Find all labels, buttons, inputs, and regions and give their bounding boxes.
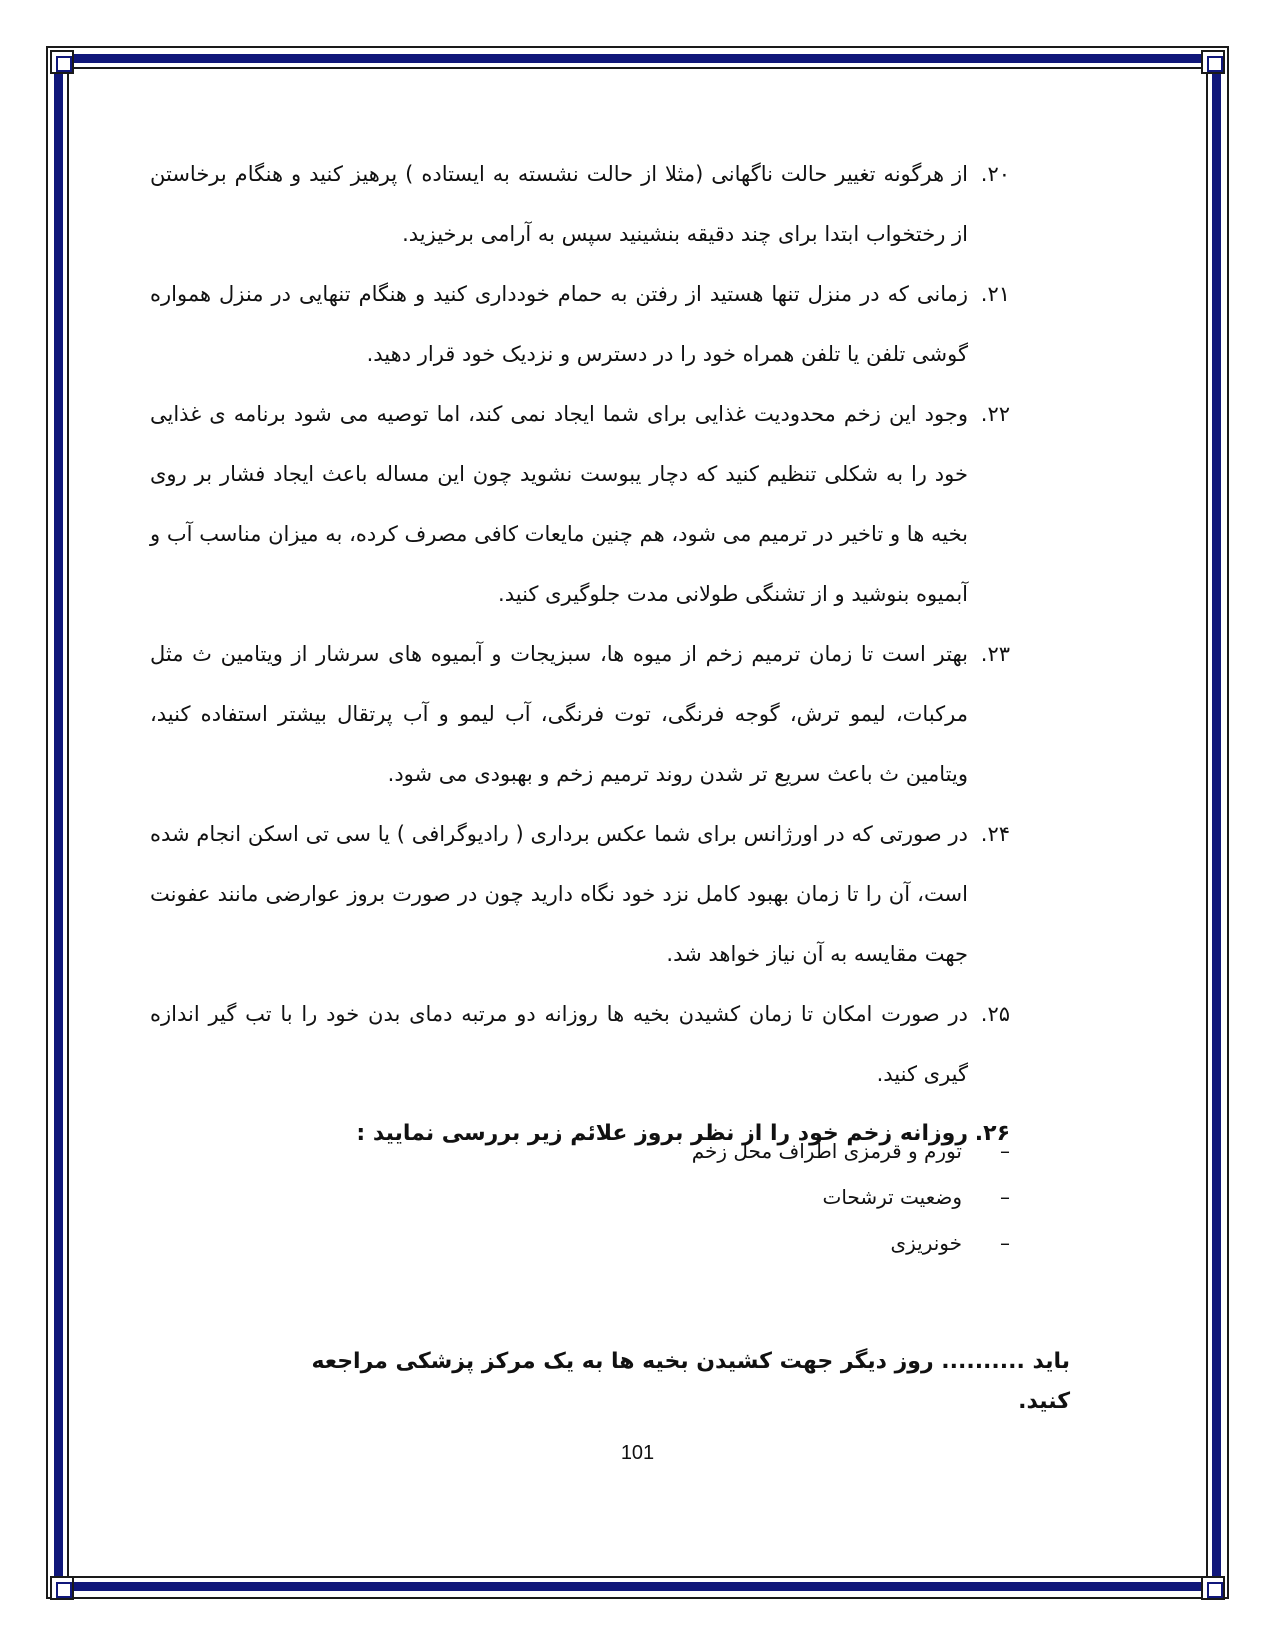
corner-ornament-bottom-left [50, 1576, 74, 1600]
list-item [600, 1128, 1010, 1174]
bullet-dash: – [1000, 1185, 1010, 1209]
bullet-text: خونریزی [890, 1231, 962, 1255]
page-number: 101 [620, 1442, 655, 1464]
bullet-dash: – [1000, 1139, 1010, 1163]
instructions-list [150, 144, 1010, 1164]
item-number: ۲۰. [980, 162, 1010, 186]
item-number: ۲۵. [980, 1002, 1010, 1026]
list-item [600, 1174, 1010, 1220]
bullet-text: تورم و قرمزی اطراف محل زخم [691, 1139, 962, 1163]
item-number: ۲۳. [980, 642, 1010, 666]
item-text: در صورتی که در اورژانس برای شما عکس برداری ( رادیوگرافی ) یا سی تی اسکن انجام شده است، آن را تا زمان بهبود کامل نزد خود نگاه دارید چون در صورت بروز عوارضی مانند عفونت جهت مقایسه به آن نیاز خواهد شد. [150, 822, 968, 966]
item-number: ۲۱. [980, 282, 1010, 306]
item-text: وجود این زخم محدودیت غذایی برای شما ایجاد نمی کند، اما توصیه می شود برنامه ی غذایی خود را به شکلی تنظیم کنید که دچار یبوست نشوید چون این مساله باعث ایجاد فشار بر روی بخیه ها و تاخیر در ترمیم می شود، هم چنین مایعات کافی مصرف کرده، به میزان مناسب آب و آبمیوه بنوشید و از تشنگی طولانی مدت جلوگیری کنید. [150, 402, 968, 606]
list-item [150, 624, 1010, 804]
corner-ornament-top-left [50, 50, 74, 74]
heading-text: روزانه زخم خود را از نظر بروز علائم زیر بررسی نمایید : [356, 1121, 968, 1146]
bullet-text: وضعیت ترشحات [822, 1185, 962, 1209]
heading-number: ۲۶. [974, 1121, 1010, 1146]
list-item [150, 804, 1010, 984]
item-text: از هرگونه تغییر حالت ناگهانی (مثلا از حالت نشسته به ایستاده ) پرهیز کنید و هنگام برخاستن از رختخواب ابتدا برای چند دقیقه بنشینید سپس به آرامی برخیزید. [150, 162, 968, 246]
item-number: ۲۲. [980, 402, 1010, 426]
list-item [600, 1220, 1010, 1266]
corner-ornament-bottom-right [1201, 1576, 1225, 1600]
item-text: زمانی که در منزل تنها هستید از رفتن به حمام خودداری کنید و هنگام تنهایی در منزل همواره گوشی تلفن یا تلفن همراه خود را در دسترس و نزدیک خود قرار دهید. [150, 282, 968, 366]
list-item [150, 384, 1010, 624]
list-item [150, 144, 1010, 264]
list-item [150, 984, 1010, 1104]
list-item [150, 264, 1010, 384]
corner-ornament-top-right [1201, 50, 1225, 74]
item-number: ۲۴. [980, 822, 1010, 846]
suture-removal-note: باید .......... روز دیگر جهت کشیدن بخیه ها به یک مرکز پزشکی مراجعه کنید. [311, 1349, 1070, 1414]
bullet-dash: – [1000, 1231, 1010, 1255]
item-text: در صورت امکان تا زمان کشیدن بخیه ها روزانه دو مرتبه دمای بدن خود را با تب گیر اندازه گیری کنید. [150, 1002, 968, 1086]
item-text: بهتر است تا زمان ترمیم زخم از میوه ها، سبزیجات و آبمیوه های سرشار از ویتامین ث مثل مرکبات، لیمو ترش، گوجه فرنگی، توت فرنگی، آب لیمو و آب پرتقال بیشتر استفاده کنید، ویتامین ث باعث سریع تر شدن روند ترمیم زخم و بهبودی می شود. [150, 642, 968, 786]
symptom-list [600, 1128, 1010, 1266]
